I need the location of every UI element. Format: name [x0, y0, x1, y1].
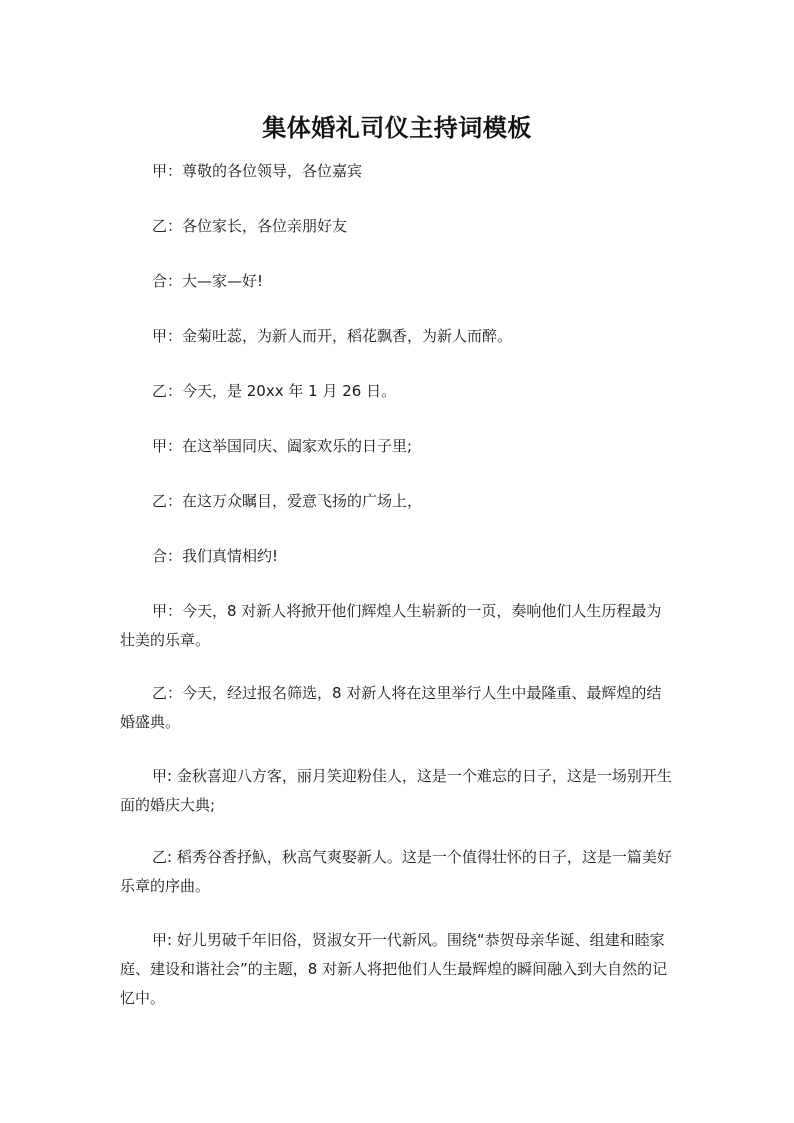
- paragraph-7: 乙：在这万众瞩目，爱意飞扬的广场上，: [152, 492, 423, 510]
- paragraph-11: 甲: 金秋喜迎八方客，丽月笑迎粉佳人，这是一个难忘的日子，这是一场别开生面的婚庆大典;: [120, 767, 672, 814]
- paragraph-6: 甲：在这举国同庆、阖家欢乐的日子里;: [152, 437, 413, 455]
- paragraph-4: 甲：金菊吐蕊，为新人而开，稻花飘香，为新人而醉。: [152, 327, 513, 345]
- paragraph-8: 合：我们真情相约!: [152, 547, 279, 565]
- paragraph-3: 合：大—家—好!: [152, 272, 264, 290]
- paragraph-2: 乙：各位家长，各位亲朋好友: [152, 217, 348, 235]
- paragraph-1: 甲：尊敬的各位领导，各位嘉宾: [152, 162, 363, 180]
- paragraph-10: 乙：今天，经过报名筛选，8 对新人将在这里举行人生中最隆重、最辉煌的结婚盛典。: [120, 684, 662, 731]
- paragraph-5: 乙：今天，是 20xx 年 1 月 26 日。: [152, 382, 397, 400]
- document-title: 集体婚礼司仪主持词模板: [262, 114, 532, 142]
- paragraph-9: 甲：今天，8 对新人将掀开他们辉煌人生崭新的一页，奏响他们人生历程最为壮美的乐章。: [120, 602, 662, 649]
- paragraph-13: 甲: 好儿男破千年旧俗，贤淑女开一代新风。围绕“恭贺母亲华诞、组建和睦家庭、建设和谐社会”的主题，8 对新人将把他们人生最辉煌的瞬间融入到大自然的记忆中。: [120, 931, 668, 1007]
- paragraph-12: 乙: 稻秀谷香抒魞，秋高气爽娶新人。这是一个值得壮怀的日子，这是一篇美好乐章的序曲。: [120, 848, 672, 895]
